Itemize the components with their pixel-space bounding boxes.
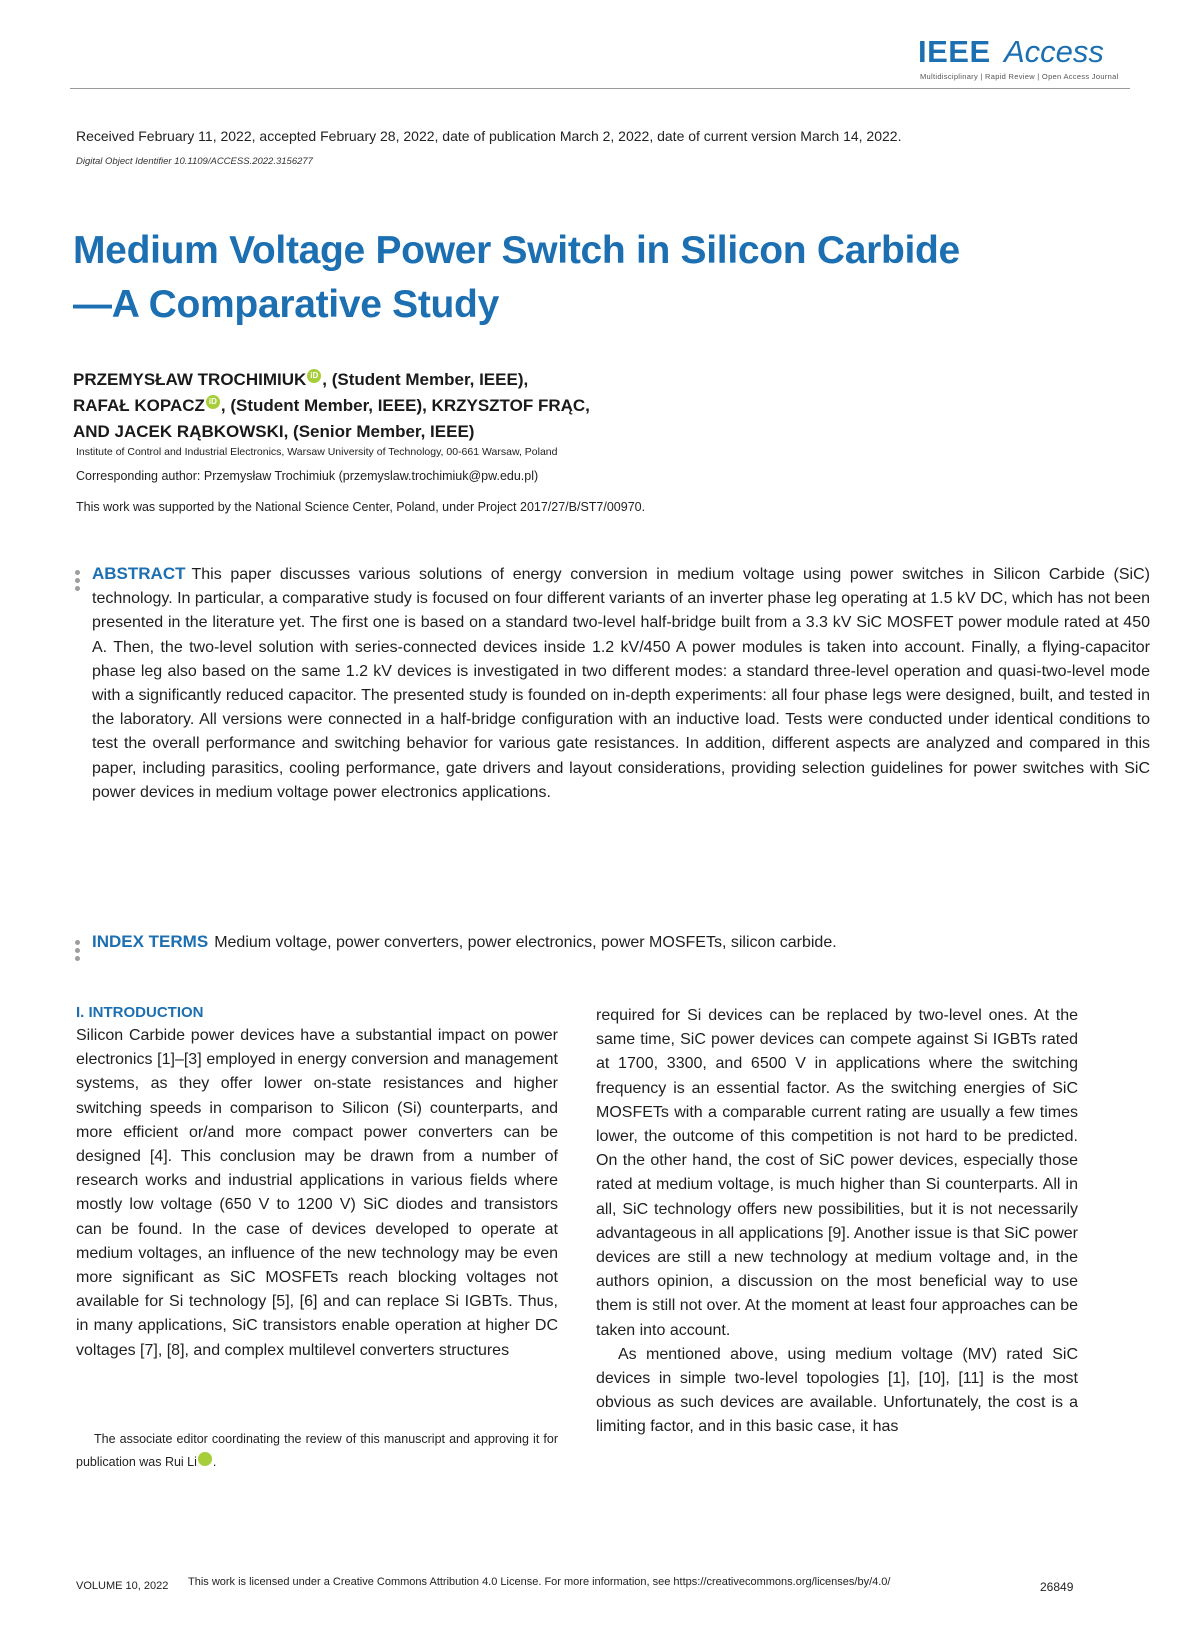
index-terms-text: Medium voltage, power converters, power electronics, power MOSFETs, silicon carbide. — [214, 934, 837, 951]
author-name: RAFAŁ KOPACZ — [73, 396, 205, 415]
intro-paragraph: required for Si devices can be replaced by two-level ones. At the same time, SiC power devices can compete against Si IGBTs rated at 1700, 3300, and 6500 V in applications where the switching frequency is an essential factor. As the switching energies of SiC MOSFETs with a comparable current rating are usually a few times lower, the outcome of this competition is not hard to be predicted. On the other hand, the cost of SiC power devices, especially those rated at medium voltage, is much higher than Si counterparts. All in all, SiC technology offers new possibilities, but it is not necessarily advantageous in all applications [9]. Another issue is that SiC power devices are still a new technology at medium voltage and, in the authors opinion, a discussion on the most beneficial way to use them is still not over. At the moment at least four approaches can be taken into account. — [596, 1007, 1078, 1339]
paper-title: Medium Voltage Power Switch in Silicon Carbide—A Comparative Study — [73, 229, 960, 326]
ieee-logo: IEEE — [918, 34, 991, 69]
index-terms-marker-icon — [75, 940, 81, 964]
footer-volume: VOLUME 10, 2022 — [76, 1580, 169, 1592]
orcid-icon[interactable]: iD — [307, 369, 321, 383]
index-terms — [92, 930, 837, 955]
received-dates: Received February 11, 2022, accepted February 28, 2022, date of publication March 2, 2022, date of current version March 14, 2022. — [76, 128, 902, 144]
orcid-icon[interactable]: iD — [206, 395, 220, 409]
author-membership: , (Student Member, IEEE), KRZYSZTOF FRĄC, — [220, 396, 590, 415]
right-column — [596, 1004, 1078, 1440]
access-logo: Access — [1004, 34, 1104, 69]
abstract-text: This paper discusses various solutions of energy conversion in medium voltage using power switches in Silicon Carbide (SiC) technology. In particular, a comparative study is focused on four different variants of an inverter phase leg operating at 1.5 kV DC, which has not been presented in the literature yet. The first one is based on a standard two-level half-bridge built from a 3.3 kV SiC MOSFET power module rated at 450 A. Then, the two-level solution with series-connected devices inside 1.2 kV/450 A power modules is taken into account. Finally, a flying-capacitor phase leg also based on the same 1.2 kV devices is investigated in two different modes: a standard three-level operation and quasi-two-level mode with a significantly reduced capacitor. The presented study is founded on in-depth experiments: all four phase legs were designed, built, and tested in the laboratory. All versions were connected in a half-bridge configuration with an inductive load. Tests were conducted under identical conditions to test the overall performance and switching behavior for various gate resistances. In addition, different aspects are analyzed and compared in this paper, including parasitics, cooling performance, gate drivers and layout considerations, providing selection guidelines for power switches with SiC power devices in medium voltage power electronics applications. — [92, 566, 1150, 801]
affiliation: Institute of Control and Industrial Electronics, Warsaw University of Technology, 00-661 Warsaw, Poland — [76, 446, 558, 458]
section-heading: I. INTRODUCTION — [76, 1004, 204, 1021]
author-membership: , (Student Member, IEEE), — [322, 370, 529, 389]
orcid-icon[interactable]: iD — [198, 1452, 212, 1466]
funding-note: This work was supported by the National Science Center, Poland, under Project 2017/27/B/ST7/00970. — [76, 500, 646, 514]
author-line-2 — [73, 394, 590, 417]
author-name: PRZEMYSŁAW TROCHIMIUK — [73, 370, 307, 389]
header-divider — [70, 88, 1130, 89]
logo-tagline: Multidisciplinary | Rapid Review | Open Access Journal — [920, 72, 1119, 81]
abstract — [92, 562, 1150, 805]
index-terms-label: INDEX TERMS — [92, 932, 209, 951]
doi: Digital Object Identifier 10.1109/ACCESS.2022.3156277 — [76, 156, 313, 167]
page-number: 26849 — [1040, 1580, 1074, 1594]
abstract-marker-icon — [75, 570, 81, 594]
corresponding-author: Corresponding author: Przemysław Trochimiuk (przemyslaw.trochimiuk@pw.edu.pl) — [76, 469, 539, 483]
abstract-label: ABSTRACT — [92, 564, 186, 583]
intro-paragraph: As mentioned above, using medium voltage (MV) rated SiC devices in simple two-level topologies [1], [10], [11] is the most obvious as such devices are available. Unfortunately, the cost is a limiting factor, and in this basic case, it has — [596, 1345, 1078, 1436]
intro-paragraph: Silicon Carbide power devices have a substantial impact on power electronics [1]–[3] employed in energy conversion and management systems, as they offer lower on-state resistances and higher switching speeds in comparison to Silicon (Si) counterparts, and more efficient or/and more compact power converters can be designed [4]. This conclusion may be drawn from a number of research works and industrial applications in various fields where mostly low voltage (650 V to 1200 V) SiC diodes and transistors can be found. In the case of devices developed to operate at medium voltages, an influence of the new technology may be even more significant as SiC MOSFETs reach blocking voltages not available for Si technology [5], [6] and can replace Si IGBTs. Thus, in many applications, SiC transistors enable operation at higher DC voltages [7], [8], and complex multilevel converters structures — [76, 1027, 558, 1359]
author-line-1 — [73, 368, 528, 391]
author-line-3: AND JACEK RĄBKOWSKI, (Senior Member, IEEE) — [73, 422, 475, 441]
footnote-text: The associate editor coordinating the review of this manuscript and approving it for publication was Rui Li — [76, 1432, 558, 1469]
editor-footnote: The associate editor coordinating the review of this manuscript and approving it for publication was Rui Li iD. — [76, 1432, 558, 1469]
footer-license: This work is licensed under a Creative Commons Attribution 4.0 License. For more information, see https://creativecommons.org/licenses/by/4.0/ — [188, 1576, 891, 1588]
left-column — [76, 1024, 558, 1363]
